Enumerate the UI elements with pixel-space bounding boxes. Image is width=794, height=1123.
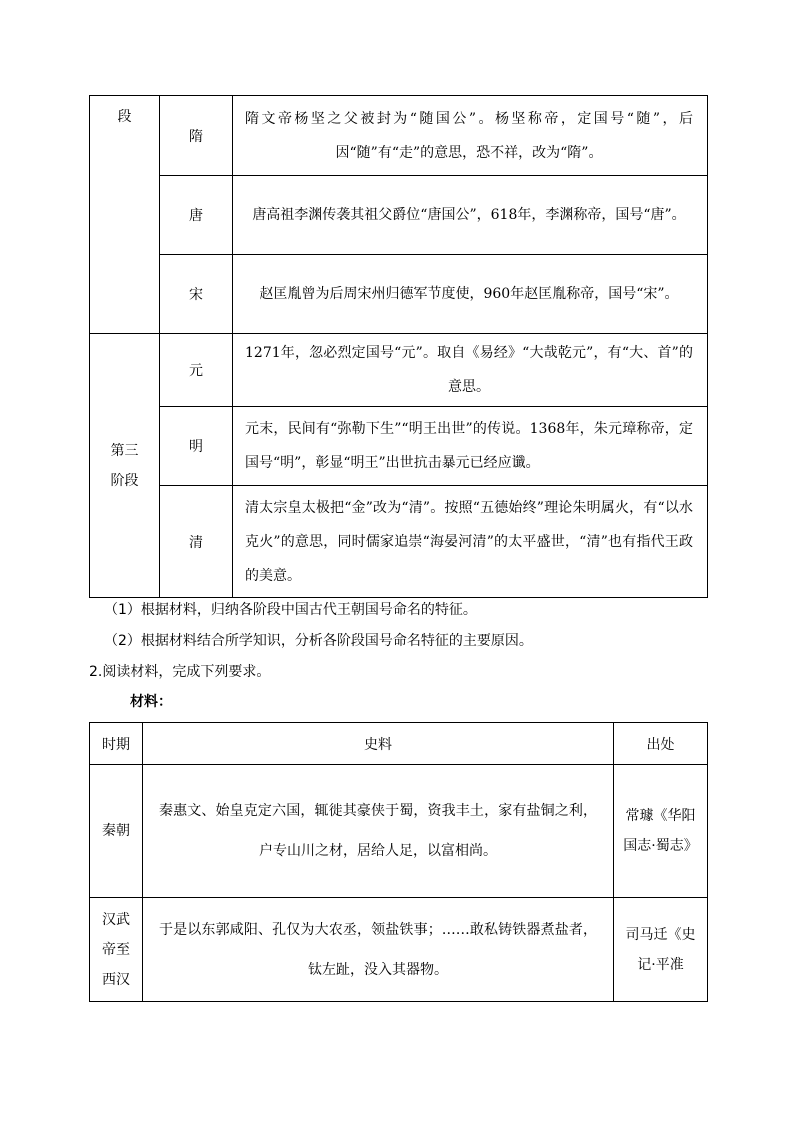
header-period: 时期: [90, 723, 143, 765]
question-1: （1）根据材料，归纳各阶段中国古代王朝国号命名的特征。: [104, 602, 477, 618]
dynasty-origin-text: 赵匡胤曾为后周宋州归德军节度使，960年赵匡胤称帝，国号“宋”。: [233, 255, 708, 334]
dynasty-origin-text: 元末，民间有“弥勒下生”“明王出世”的传说。1368年，朱元璋称帝，定国号“明”，彰显“明王”出世抗击暴元已经应谶。: [233, 407, 708, 486]
header-source: 出处: [614, 723, 708, 765]
dynasty-cell: 清: [160, 486, 233, 598]
dynasty-origin-text: 唐高祖李渊传袭其祖父爵位“唐国公”，618年，李渊称帝，国号“唐”。: [233, 176, 708, 255]
history-text: 秦惠文、始皇克定六国，辄徙其豪侠于蜀，资我丰土，家有盐铜之利，户专山川之材，居给人足，以富相尚。: [143, 765, 614, 898]
source-cell: 司马迁《史记·平准: [614, 898, 708, 1002]
dynasty-origin-text: 清太宗皇太极把“金”改为“清”。按照“五德始终”理论朱明属火，有“以水克火”的意思，同时儒家追崇“海晏河清”的太平盛世，“清”也有指代王政的美意。: [233, 486, 708, 598]
question-heading: 2.阅读材料，完成下列要求。: [89, 664, 271, 680]
historical-materials-table: [89, 722, 708, 1002]
dynasty-cell: 隋: [160, 96, 233, 176]
dynasty-cell: 元: [160, 334, 233, 407]
period-cell: 秦朝: [90, 765, 143, 898]
source-cell: 常璩《华阳国志·蜀志》: [614, 765, 708, 898]
dynasty-origin-text: 1271年，忽必烈定国号“元”。取自《易经》“大哉乾元”，有“大、首”的意思。: [233, 334, 708, 407]
question-2: （2）根据材料结合所学知识，分析各阶段国号命名特征的主要原因。: [104, 633, 533, 649]
header-history: 史料: [143, 723, 614, 765]
dynasty-origin-text: 隋文帝杨坚之父被封为“随国公”。杨坚称帝，定国号“随”，后因“随”有“走”的意思，恐不祥，改为“隋”。: [233, 96, 708, 176]
material-label: 材料：: [130, 694, 172, 710]
stage-three-label: 第三阶段: [110, 442, 139, 489]
period-cell: 汉武帝至西汉: [90, 898, 143, 1002]
stage-two-cell: [90, 96, 160, 334]
dynasty-cell: 宋: [160, 255, 233, 334]
history-text: 于是以东郭咸阳、孔仅为大农丞，领盐铁事；……敢私铸铁器煮盐者，钛左趾，没入其器物。: [143, 898, 614, 1002]
dynasty-cell: 明: [160, 407, 233, 486]
stage-three-cell: [90, 334, 160, 598]
stage-two-label: 段: [117, 109, 132, 125]
dynasty-cell: 唐: [160, 176, 233, 255]
dynasty-naming-table: [89, 95, 708, 598]
